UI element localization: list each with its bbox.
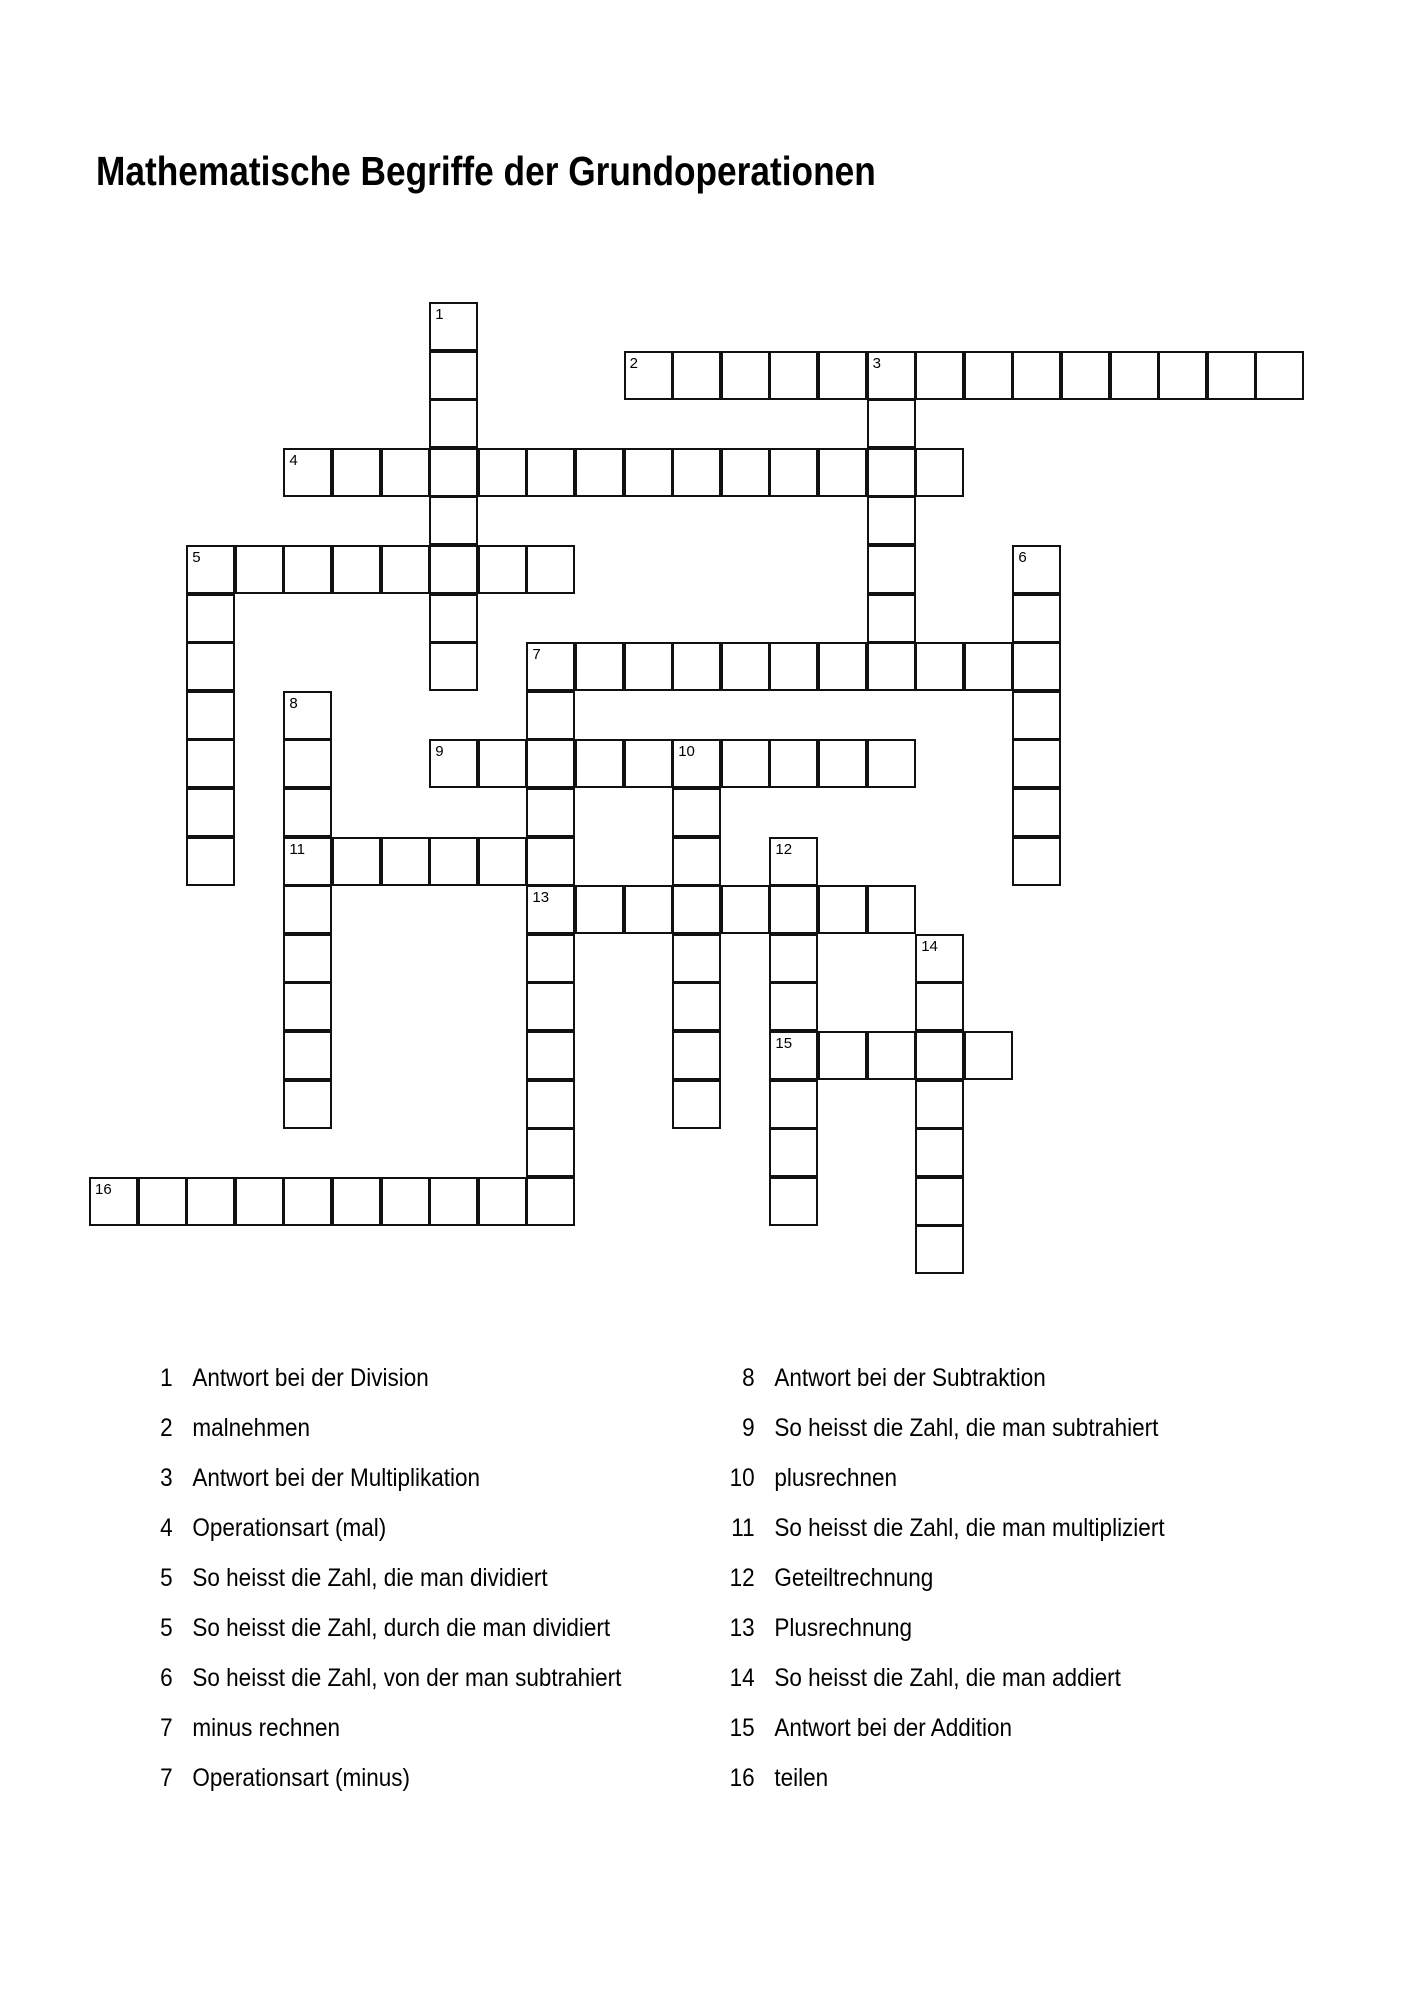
clue-item — [142, 1613, 682, 1663]
clue-number: 4 — [160, 1514, 173, 1542]
crossword-cell[interactable] — [769, 837, 818, 886]
crossword-cell[interactable] — [867, 739, 916, 788]
crossword-cell[interactable] — [429, 642, 478, 691]
clue-item — [142, 1513, 682, 1563]
clue-item — [142, 1563, 682, 1613]
clue-number: 5 — [160, 1564, 173, 1592]
crossword-cell[interactable] — [1110, 351, 1159, 400]
crossword-cell[interactable] — [915, 1177, 964, 1226]
crossword-cell[interactable] — [1012, 788, 1061, 837]
crossword-cell[interactable] — [235, 545, 284, 594]
crossword-cell[interactable] — [624, 885, 673, 934]
crossword-cell[interactable] — [381, 448, 430, 497]
crossword-cell[interactable] — [283, 982, 332, 1031]
crossword-cell[interactable] — [1061, 351, 1110, 400]
crossword-cell[interactable] — [867, 594, 916, 643]
clue-number: 7 — [160, 1764, 173, 1792]
clue-number: 9 — [742, 1414, 755, 1442]
clue-number: 3 — [160, 1464, 173, 1492]
crossword-cell[interactable] — [867, 399, 916, 448]
crossword-cell[interactable] — [575, 885, 624, 934]
clue-number-label: 16 — [95, 1180, 112, 1198]
clue-item — [724, 1713, 1264, 1763]
crossword-cell[interactable] — [818, 1031, 867, 1080]
clue-text: plusrechnen — [774, 1464, 897, 1492]
crossword-cell[interactable] — [526, 1128, 575, 1177]
crossword-cell[interactable] — [915, 642, 964, 691]
crossword-cell[interactable] — [1012, 351, 1061, 400]
crossword-cell[interactable] — [526, 934, 575, 983]
crossword-cell[interactable] — [672, 837, 721, 886]
clue-text: Operationsart (mal) — [192, 1514, 387, 1542]
crossword-cell[interactable] — [672, 739, 721, 788]
clue-number: 7 — [160, 1714, 173, 1742]
crossword-cell[interactable] — [915, 351, 964, 400]
crossword-cell[interactable] — [769, 739, 818, 788]
crossword-cell[interactable] — [429, 399, 478, 448]
clue-number-label: 10 — [678, 743, 695, 761]
crossword-cell[interactable] — [478, 1177, 527, 1226]
crossword-cell[interactable] — [429, 448, 478, 497]
clue-item — [142, 1713, 682, 1763]
clue-item — [724, 1613, 1264, 1663]
clue-item — [724, 1763, 1264, 1813]
clue-text: Plusrechnung — [774, 1614, 913, 1642]
crossword-cell[interactable] — [672, 934, 721, 983]
clue-list-right — [724, 1363, 1324, 1813]
crossword-cell[interactable] — [818, 642, 867, 691]
crossword-cell[interactable] — [915, 1128, 964, 1177]
clue-number-label: 13 — [532, 889, 550, 907]
clue-number-label: 9 — [435, 743, 444, 761]
clue-item — [724, 1363, 1264, 1413]
crossword-cell[interactable] — [867, 496, 916, 545]
crossword-cell[interactable] — [818, 885, 867, 934]
crossword-cell[interactable] — [478, 448, 527, 497]
clue-text: So heisst die Zahl, durch die man dividiert — [192, 1614, 611, 1642]
crossword-cell[interactable] — [332, 837, 381, 886]
page-title: Mathematische Begriffe der Grundoperationen — [96, 148, 876, 194]
crossword-cell[interactable] — [721, 739, 770, 788]
crossword-cell[interactable] — [818, 351, 867, 400]
clue-number: 11 — [731, 1514, 755, 1542]
crossword-cell[interactable] — [1255, 351, 1304, 400]
clue-number-label: 11 — [289, 840, 305, 858]
crossword-cell[interactable] — [1158, 351, 1207, 400]
clue-text: Antwort bei der Division — [192, 1364, 429, 1392]
clue-text: malnehmen — [192, 1414, 310, 1442]
crossword-cell[interactable] — [672, 982, 721, 1031]
crossword-cell[interactable] — [332, 1177, 381, 1226]
crossword-cell[interactable] — [283, 1177, 332, 1226]
crossword-cell[interactable] — [381, 837, 430, 886]
crossword-cell[interactable] — [769, 885, 818, 934]
crossword-cell[interactable] — [769, 351, 818, 400]
crossword-cell[interactable] — [186, 1177, 235, 1226]
crossword-cell[interactable] — [283, 448, 332, 497]
crossword-cell[interactable] — [575, 739, 624, 788]
crossword-cell[interactable] — [672, 788, 721, 837]
clue-number-label: 5 — [192, 549, 201, 566]
crossword-cell[interactable] — [235, 1177, 284, 1226]
clue-item — [142, 1363, 682, 1413]
crossword-cell[interactable] — [769, 1031, 818, 1080]
clue-number: 15 — [729, 1714, 755, 1742]
clue-text: Antwort bei der Multiplikation — [192, 1464, 481, 1492]
crossword-cell[interactable] — [283, 885, 332, 934]
crossword-cell[interactable] — [1012, 739, 1061, 788]
crossword-cell[interactable] — [429, 594, 478, 643]
crossword-cell[interactable] — [186, 739, 235, 788]
clue-number-label: 14 — [921, 937, 938, 955]
crossword-cell[interactable] — [672, 642, 721, 691]
crossword-cell[interactable] — [867, 885, 916, 934]
clue-text: teilen — [774, 1764, 829, 1792]
crossword-cell[interactable] — [186, 642, 235, 691]
clue-number: 13 — [729, 1614, 755, 1642]
crossword-cell[interactable] — [721, 642, 770, 691]
crossword-cell[interactable] — [672, 448, 721, 497]
crossword-cell[interactable] — [478, 545, 527, 594]
clue-text: Antwort bei der Addition — [774, 1714, 1013, 1742]
clue-number-label: 6 — [1018, 549, 1027, 566]
clue-text: Geteiltrechnung — [774, 1564, 934, 1592]
crossword-cell[interactable] — [89, 1177, 138, 1226]
crossword-cell[interactable] — [526, 885, 575, 934]
crossword-cell[interactable] — [915, 448, 964, 497]
crossword-cell[interactable] — [769, 934, 818, 983]
crossword-cell[interactable] — [721, 351, 770, 400]
crossword-cell[interactable] — [526, 982, 575, 1031]
crossword-cell[interactable] — [429, 1177, 478, 1226]
crossword-cell[interactable] — [769, 448, 818, 497]
crossword-cell[interactable] — [283, 691, 332, 740]
crossword-cell[interactable] — [624, 448, 673, 497]
crossword-cell[interactable] — [283, 1080, 332, 1129]
clue-number-label: 1 — [435, 306, 444, 323]
crossword-cell[interactable] — [526, 739, 575, 788]
crossword-cell[interactable] — [915, 982, 964, 1031]
clue-number-label: 4 — [289, 451, 298, 469]
crossword-cell[interactable] — [186, 788, 235, 837]
crossword-cell[interactable] — [526, 642, 575, 691]
clue-item — [724, 1463, 1264, 1513]
crossword-cell[interactable] — [429, 351, 478, 400]
clue-number-label: 7 — [532, 646, 541, 664]
crossword-cell[interactable] — [1012, 691, 1061, 740]
crossword-cell[interactable] — [526, 1080, 575, 1129]
crossword-cell[interactable] — [283, 837, 332, 886]
crossword-cell[interactable] — [867, 448, 916, 497]
crossword-cell[interactable] — [138, 1177, 187, 1226]
crossword-cell[interactable] — [332, 448, 381, 497]
crossword-cell[interactable] — [186, 837, 235, 886]
crossword-cell[interactable] — [283, 934, 332, 983]
clue-number: 14 — [729, 1664, 755, 1692]
crossword-cell[interactable] — [672, 351, 721, 400]
clue-text: Operationsart (minus) — [192, 1764, 410, 1792]
crossword-cell[interactable] — [526, 837, 575, 886]
crossword-cell[interactable] — [575, 448, 624, 497]
clue-number: 6 — [160, 1664, 173, 1692]
crossword-cell[interactable] — [624, 351, 673, 400]
crossword-cell[interactable] — [478, 739, 527, 788]
clue-number: 12 — [729, 1564, 755, 1592]
clue-text: So heisst die Zahl, die man multipliziert — [774, 1514, 1165, 1542]
crossword-cell[interactable] — [283, 739, 332, 788]
clue-text: minus rechnen — [192, 1714, 340, 1742]
crossword-cell[interactable] — [526, 448, 575, 497]
crossword-cell[interactable] — [283, 1031, 332, 1080]
clue-number-label: 15 — [775, 1035, 793, 1052]
crossword-cell[interactable] — [1012, 837, 1061, 886]
clue-number: 2 — [160, 1414, 173, 1442]
clue-text: So heisst die Zahl, die man addiert — [774, 1664, 1121, 1692]
crossword-cell[interactable] — [526, 788, 575, 837]
crossword-cell[interactable] — [721, 885, 770, 934]
crossword-cell[interactable] — [672, 885, 721, 934]
crossword-cell[interactable] — [1012, 642, 1061, 691]
crossword-cell[interactable] — [429, 837, 478, 886]
crossword-cell[interactable] — [1012, 545, 1061, 594]
crossword-cell[interactable] — [964, 642, 1013, 691]
crossword-cell[interactable] — [867, 351, 916, 400]
clue-item — [142, 1463, 682, 1513]
crossword-cell[interactable] — [575, 642, 624, 691]
crossword-cell[interactable] — [672, 1031, 721, 1080]
clue-number-label: 8 — [289, 694, 298, 712]
clue-number: 5 — [160, 1614, 173, 1642]
crossword-cell[interactable] — [915, 934, 964, 983]
clue-number-label: 3 — [872, 354, 881, 372]
crossword-cell[interactable] — [429, 302, 478, 351]
clue-text: Antwort bei der Subtraktion — [774, 1364, 1046, 1392]
crossword-cell[interactable] — [526, 1177, 575, 1226]
crossword-cell[interactable] — [867, 1031, 916, 1080]
clue-number: 8 — [742, 1364, 755, 1392]
crossword-cell[interactable] — [186, 545, 235, 594]
crossword-cell[interactable] — [1207, 351, 1256, 400]
crossword-cell[interactable] — [186, 594, 235, 643]
crossword-cell[interactable] — [1012, 594, 1061, 643]
crossword-cell[interactable] — [769, 1177, 818, 1226]
clue-item — [724, 1663, 1264, 1713]
crossword-cell[interactable] — [186, 691, 235, 740]
clue-item — [724, 1563, 1264, 1613]
crossword-cell[interactable] — [915, 1225, 964, 1274]
crossword-cell[interactable] — [526, 691, 575, 740]
crossword-cell[interactable] — [332, 545, 381, 594]
crossword-cell[interactable] — [526, 1031, 575, 1080]
crossword-cell[interactable] — [915, 1080, 964, 1129]
crossword-cell[interactable] — [769, 1128, 818, 1177]
crossword-cell[interactable] — [867, 545, 916, 594]
crossword-cell[interactable] — [769, 1080, 818, 1129]
crossword-cell[interactable] — [478, 837, 527, 886]
crossword-cell[interactable] — [964, 351, 1013, 400]
crossword-cell[interactable] — [721, 448, 770, 497]
crossword-cell[interactable] — [526, 545, 575, 594]
clue-item — [142, 1413, 682, 1463]
clue-text: So heisst die Zahl, die man dividiert — [192, 1564, 548, 1592]
crossword-cell[interactable] — [915, 1031, 964, 1080]
clue-list-left — [142, 1363, 742, 1813]
crossword-cell[interactable] — [624, 642, 673, 691]
clue-item — [142, 1663, 682, 1713]
crossword-cell[interactable] — [818, 448, 867, 497]
crossword-cell[interactable] — [769, 982, 818, 1031]
crossword-cell[interactable] — [429, 545, 478, 594]
crossword-cell[interactable] — [429, 739, 478, 788]
crossword-cell[interactable] — [964, 1031, 1013, 1080]
crossword-cell[interactable] — [429, 496, 478, 545]
clue-item — [724, 1413, 1264, 1463]
crossword-cell[interactable] — [381, 1177, 430, 1226]
crossword-cell[interactable] — [818, 739, 867, 788]
clue-item — [142, 1763, 682, 1813]
clue-text: So heisst die Zahl, von der man subtrahiert — [192, 1664, 622, 1692]
clue-number: 1 — [160, 1364, 173, 1392]
crossword-cell[interactable] — [867, 642, 916, 691]
crossword-cell[interactable] — [672, 1080, 721, 1129]
crossword-cell[interactable] — [381, 545, 430, 594]
clue-item — [724, 1513, 1264, 1563]
clue-number: 10 — [729, 1464, 755, 1492]
clue-number: 16 — [729, 1764, 755, 1792]
crossword-cell[interactable] — [624, 739, 673, 788]
clue-text: So heisst die Zahl, die man subtrahiert — [774, 1414, 1159, 1442]
clue-number-label: 2 — [629, 354, 638, 372]
crossword-cell[interactable] — [769, 642, 818, 691]
crossword-cell[interactable] — [283, 788, 332, 837]
clue-number-label: 12 — [775, 840, 793, 858]
crossword-cell[interactable] — [283, 545, 332, 594]
